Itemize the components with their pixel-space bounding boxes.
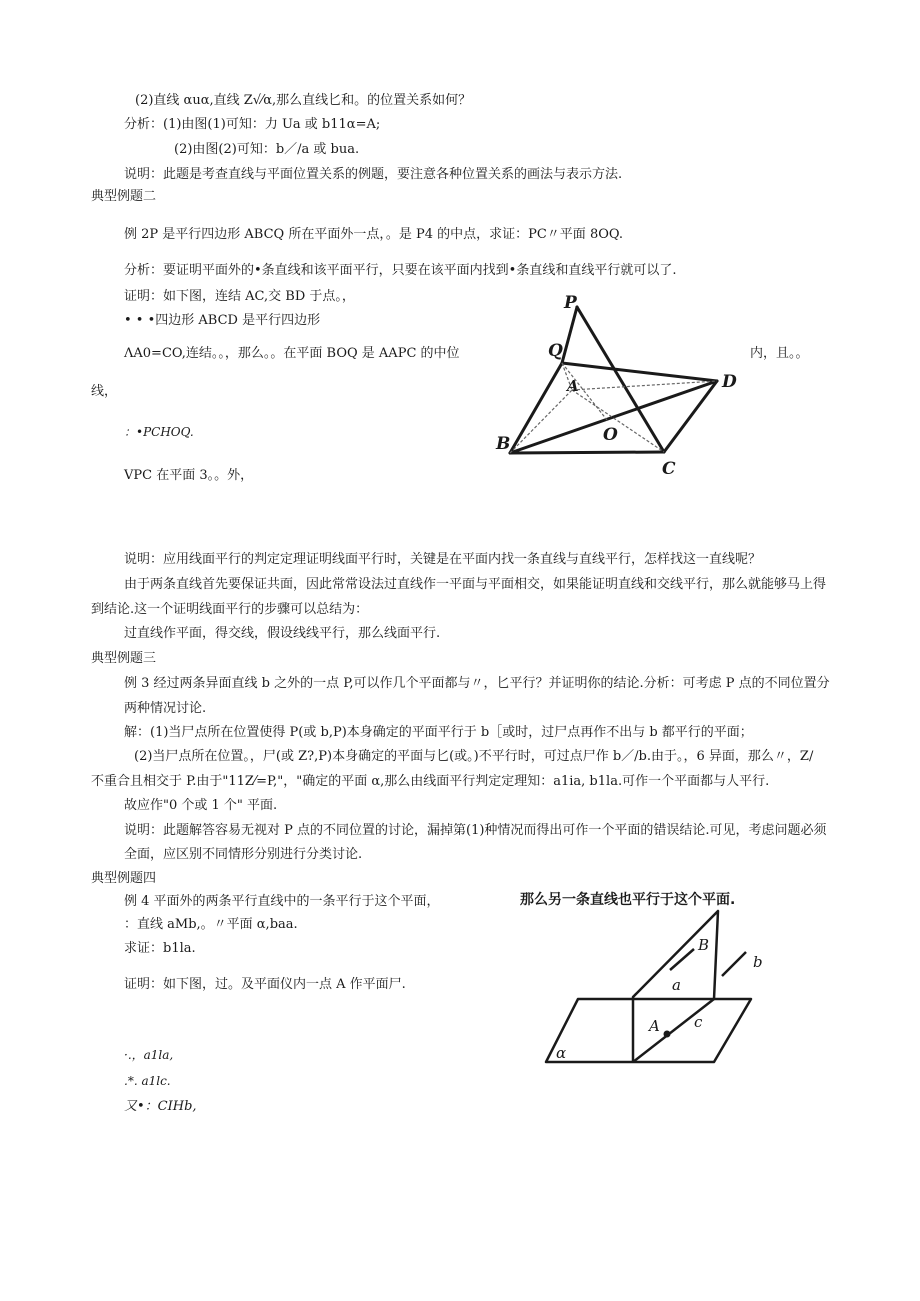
text-line-26: ：直线 aMb,。〃平面 α,baa. [124, 917, 298, 932]
figure-planes [540, 900, 800, 1070]
text-line-12: VPC 在平面 3。。外， [124, 468, 254, 483]
label-c: C [662, 459, 676, 479]
text-line-8: • • •四边形 ABCD 是平行四边形 [124, 313, 321, 328]
text-line-5: 例 2P 是平行四边形 ABCQ 所在平面外一点，。是 P4 的中点，求证：PC〃平面 8OQ. [124, 227, 624, 242]
line-a [670, 949, 694, 970]
edge-bc [510, 452, 664, 453]
figure-pyramid [490, 290, 735, 480]
text-line-9: ΛA0=CO,连结。。，那么。。在平面 BOQ 是 AAPC 的中位 [124, 346, 460, 361]
edge-bq [510, 363, 562, 453]
text-line-31: 又•：CIHb, [124, 1099, 197, 1114]
text-line-23: 说明：此题解答容易无视对 P 点的不同位置的讨论，漏掉第(1)种情况而得出可作一个平面的错误结论.可见，考虑问题必须 [124, 823, 827, 838]
text-line-30: .*. a1lc. [124, 1074, 171, 1088]
label-plane-b: B [698, 936, 710, 954]
label-line-a: a [672, 976, 681, 994]
text-line-1: (2)直线 αuα,直线 Z√⁄α,那么直线匕和。的位置关系如何？ [135, 93, 472, 108]
text-line-3: (2)由图(2)可知：b／/a 或 bua. [174, 142, 360, 157]
text-line-6: 分析：要证明平面外的•条直线和该平面平行，只要在该平面内找到•条直线和直线平行就可以了. [124, 263, 677, 278]
text-line-15: 到结论.这一个证明线面平行的步骤可以总结为： [91, 602, 369, 617]
heading-example-2: 典型例题二 [91, 189, 157, 204]
text-line-9b: 内，且。。 [750, 346, 809, 361]
text-line-14: 由于两条直线首先要保证共面，因此常常设法过直线作一平面与平面相交，如果能证明直线和交线平行，那么就能够马上得 [124, 577, 827, 592]
line-ac [572, 390, 664, 452]
text-line-7: 证明：如下图，连结 AC,交 BD 于点。， [124, 289, 355, 304]
edge-qd [562, 363, 717, 381]
label-line-b: b [753, 953, 763, 971]
line-b [722, 952, 746, 976]
label-line-c: c [694, 1013, 703, 1031]
text-line-16: 过直线作平面，得交线，假设线线平行，那么线面平行. [124, 626, 441, 641]
text-line-25b: 那么另一条直线也平行于这个平面. [520, 892, 736, 908]
label-p: P [564, 293, 577, 313]
heading-example-3: 典型例题三 [91, 651, 157, 666]
text-line-2: 分析：(1)由图(1)可知：力 Ua 或 b11α=A; [124, 117, 381, 132]
text-line-10: 线， [91, 384, 118, 399]
text-line-24: 全面，应区别不同情形分别进行分类讨论. [124, 847, 363, 862]
label-b: B [496, 434, 511, 454]
text-line-20: (2)当尸点所在位置。，尸(或 Z?,P)本身确定的平面与匕(或。)不平行时，可过点尸作 b／/b.由于。，6 异面，那么〃，Z/ [134, 749, 814, 764]
text-line-17: 例 3 经过两条异面直线 b 之外的一点 P,可以作几个平面都与〃，匕平行？并证明你的结论.分析：可考虑 P 点的不同位置分 [124, 676, 830, 691]
text-line-22: 故应作"0 个或 1 个" 平面. [124, 798, 278, 813]
point-a [664, 1031, 671, 1038]
text-line-19: 解：(1)当尸点所在位置使得 P(或 b,P)本身确定的平面平行于 b［或时，过尸点再作不出与 b 都平行的平面； [124, 725, 753, 740]
text-line-4: 说明：此题是考查直线与平面位置关系的例题，要注意各种位置关系的画法与表示方法. [124, 167, 623, 182]
label-alpha: α [556, 1044, 567, 1062]
label-q: Q [548, 341, 563, 361]
label-d: D [722, 372, 737, 392]
label-point-a: A [649, 1017, 660, 1035]
text-line-11: ：•PCHOQ. [124, 425, 194, 439]
heading-example-4: 典型例题四 [91, 871, 157, 886]
text-line-28: 证明：如下图，过。及平面仪内一点 A 作平面尸. [124, 977, 406, 992]
text-line-25: 例 4 平面外的两条平行直线中的一条平行于这个平面， [124, 894, 440, 909]
edge-qp [562, 307, 577, 363]
text-line-13: 说明：应用线面平行的判定定理证明线面平行时，关键是在平面内找一条直线与直线平行，怎样找这一直线呢？ [124, 552, 762, 567]
text-line-27: 求证：b1la. [124, 941, 196, 956]
edge-pc [577, 307, 664, 452]
text-line-18: 两种情况讨论. [124, 701, 207, 716]
label-a: A [567, 377, 579, 395]
text-line-29: ·.，a1la, [124, 1048, 174, 1062]
label-o: O [603, 425, 618, 445]
text-line-21: 不重合且相交于 P.由于"11Z⁄=P,"，"确定的平面 α,那么由线面平行判定定理知：a1ia, b1la.可作一个平面都与人平行. [91, 774, 770, 789]
